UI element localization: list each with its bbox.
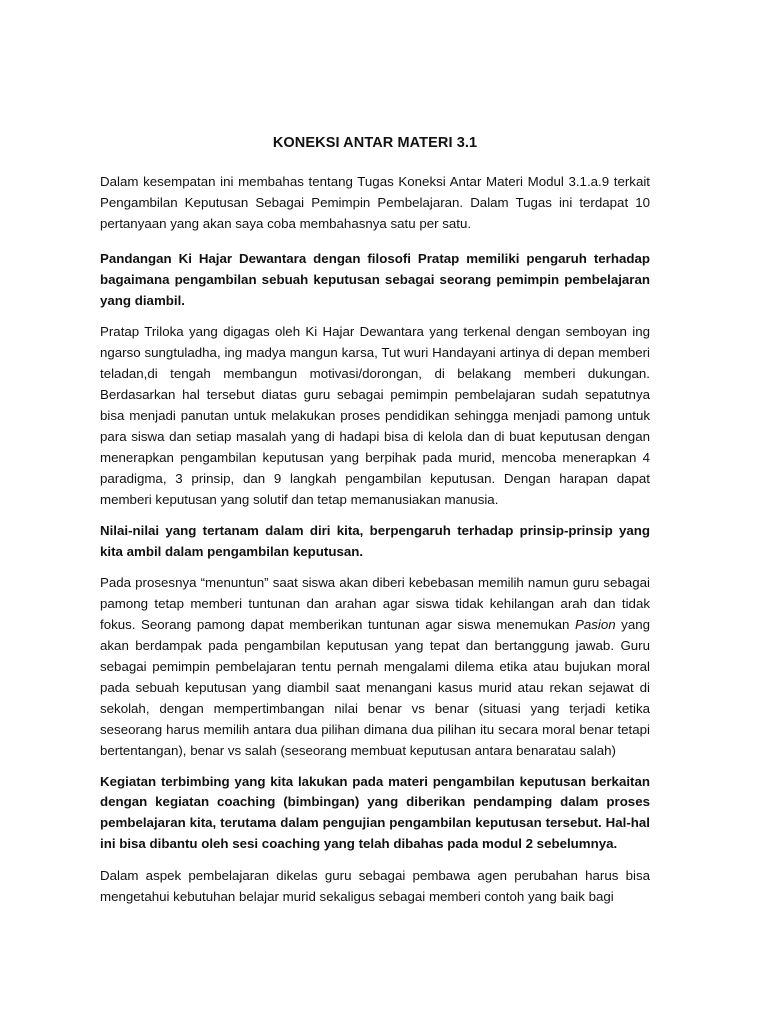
section-body-2-part-2: yang akan berdampak pada pengambilan keputusan yang tepat dan bertanggung jawab. Guru sebagai pemimpin pembelajaran tentu pernah mengalami dilema etika atau bujukan moral pada sebuah keputusan yang diambil saat menangani kasus murid atau rekan sejawat di sekolah, dengan mempertimbangan nilai benar vs benar (situasi yang terjadi ketika seseorang harus memilih antara dua pilihan dimana dua pilihan itu secara moral benar tetapi bertentangan), benar vs salah (seseorang membuat keputusan antara benaratau salah)	[100, 617, 650, 758]
intro-paragraph: Dalam kesempatan ini membahas tentang Tugas Koneksi Antar Materi Modul 3.1.a.9 terkait Pengambilan Keputusan Sebagai Pemimpin Pembelajaran. Dalam Tugas ini terdapat 10 pertanyaan yang akan saya coba membahasnya satu per satu.	[100, 174, 650, 231]
section-body-2-part-1: Pada prosesnya “menuntun” saat siswa akan diberi kebebasan memilih namun guru sebagai pamong tetap memberi tuntunan dan arahan agar siswa tidak kehilangan arah dan tidak fokus. Seorang pamong dapat memberikan tuntunan agar siswa menemukan	[100, 575, 650, 633]
section-heading-1: Pandangan Ki Hajar Dewantara dengan filosofi Pratap memiliki pengaruh terhadap bagaimana pengambilan sebuah keputusan sebagai seorang pemimpin pembelajaran yang diambil.	[100, 250, 650, 308]
document-content	[100, 172, 650, 908]
document-title: KONEKSI ANTAR MATERI 3.1	[272, 135, 478, 151]
section-body-2	[100, 573, 650, 761]
section-heading-3: Kegiatan terbimbing yang kita lakukan pada materi pengambilan keputusan berkaitan dengan kegiatan coaching (bimbingan) yang diberikan pendamping dalam proses pembelajaran kita, terutama dalam pengujian pengambilan keputusan tersebut. Hal-hal ini bisa dibantu oleh sesi coaching yang telah dibahas pada modul 2 sebelumnya.	[100, 773, 650, 852]
section-body-3: Dalam aspek pembelajaran dikelas guru sebagai pembawa agen perubahan harus bisa mengetahui kebutuhan belajar murid sekaligus sebagai memberi contoh yang baik bagi	[100, 868, 650, 905]
section-heading-2: Nilai-nilai yang tertanam dalam diri kita, berpengaruh terhadap prinsip-prinsip yang kita ambil dalam pengambilan keputusan.	[100, 522, 650, 559]
section-body-1: Pratap Triloka yang digagas oleh Ki Hajar Dewantara yang terkenal dengan semboyan ing ngarso sungtuladha, ing madya mangun karsa, Tut wuri Handayani artinya di depan memberi teladan,di tengah membangun motivasi/dorongan, di belakang memberi dukungan. Berdasarkan hal tersebut diatas guru sebagai pemimpin pembelajaran sudah sepatutnya bisa menjadi panutan untuk melakukan proses pendidikan sehingga menjadi pamong untuk para siswa dan setiap masalah yang di hadapi bisa di kelola dan di buat keputusan dengan menerapkan pengambilan keputusan yang berpihak pada murid, mencoba menerapkan 4 paradigma, 3 prinsip, dan 9 langkah pengambilan keputusan. Dengan harapan dapat memberi keputusan yang solutif dan tetap memanusiakan manusia.	[100, 324, 650, 507]
italic-term-pasion: Pasion	[574, 617, 616, 633]
document-page	[100, 0, 650, 1024]
